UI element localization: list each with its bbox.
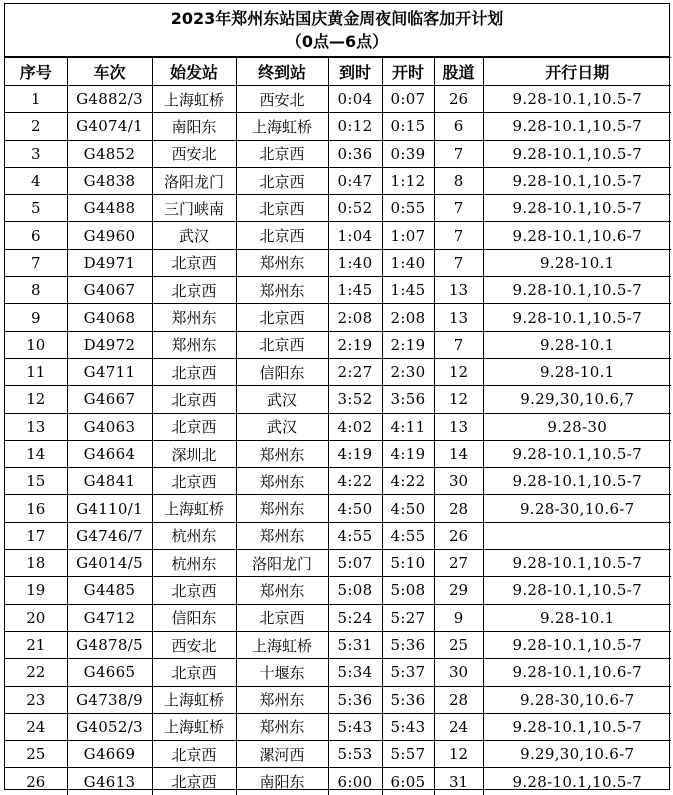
table-row — [5, 686, 671, 713]
cell-col-depart: 4:50 — [382, 495, 434, 522]
cell-col-destination: 郑州东 — [236, 686, 328, 713]
cell-col-depart: 2:08 — [382, 304, 434, 331]
header-col-dates: 开行日期 — [483, 58, 671, 86]
cell-col-arrive: 6:00 — [328, 768, 382, 795]
cell-col-destination: 南阳东 — [236, 768, 328, 795]
cell-col-arrive: 4:22 — [328, 468, 382, 495]
cell-col-arrive: 4:55 — [328, 522, 382, 549]
cell-col-dates: 9.28-30 — [483, 413, 671, 440]
cell-col-dates: 9.28-30,10.6-7 — [483, 686, 671, 713]
cell-col-destination: 北京西 — [236, 140, 328, 167]
cell-col-seq: 13 — [5, 413, 67, 440]
cell-col-track: 9 — [434, 604, 483, 631]
table-row — [5, 167, 671, 194]
table-row — [5, 604, 671, 631]
cell-col-origin: 西安北 — [152, 631, 236, 658]
cell-col-track: 28 — [434, 495, 483, 522]
cell-col-seq: 11 — [5, 358, 67, 385]
cell-col-train: D4971 — [67, 249, 152, 276]
cell-col-train: G4613 — [67, 768, 152, 795]
cell-col-train: G4841 — [67, 468, 152, 495]
cell-col-seq: 20 — [5, 604, 67, 631]
cell-col-destination: 漯河西 — [236, 741, 328, 768]
cell-col-seq: 25 — [5, 741, 67, 768]
cell-col-track: 8 — [434, 167, 483, 194]
cell-col-depart: 5:36 — [382, 686, 434, 713]
cell-col-seq: 21 — [5, 631, 67, 658]
cell-col-arrive: 5:53 — [328, 741, 382, 768]
cell-col-track: 13 — [434, 413, 483, 440]
cell-col-train: G4667 — [67, 386, 152, 413]
cell-col-seq: 14 — [5, 440, 67, 467]
cell-col-destination: 武汉 — [236, 386, 328, 413]
cell-col-dates: 9.28-10.1,10.5-7 — [483, 631, 671, 658]
cell-col-track: 6 — [434, 113, 483, 140]
cell-col-origin: 上海虹桥 — [152, 86, 236, 113]
cell-col-train: G4014/5 — [67, 550, 152, 577]
cell-col-track: 26 — [434, 522, 483, 549]
cell-col-dates: 9.28-10.1,10.6-7 — [483, 659, 671, 686]
cell-col-arrive: 2:19 — [328, 331, 382, 358]
cell-col-destination: 郑州东 — [236, 495, 328, 522]
cell-col-depart: 5:37 — [382, 659, 434, 686]
table-row — [5, 222, 671, 249]
cell-col-track: 13 — [434, 277, 483, 304]
cell-col-arrive: 4:19 — [328, 440, 382, 467]
cell-col-arrive: 5:36 — [328, 686, 382, 713]
cell-col-train: D4972 — [67, 331, 152, 358]
cell-col-arrive: 0:47 — [328, 167, 382, 194]
cell-col-train: G4711 — [67, 358, 152, 385]
table-row — [5, 304, 671, 331]
cell-col-train: G4738/9 — [67, 686, 152, 713]
cell-col-arrive: 4:50 — [328, 495, 382, 522]
cell-col-train: G4878/5 — [67, 631, 152, 658]
table-row — [5, 495, 671, 522]
cell-col-dates: 9.28-10.1,10.5-7 — [483, 277, 671, 304]
title-block — [5, 4, 669, 57]
cell-col-track: 7 — [434, 195, 483, 222]
cell-col-destination: 武汉 — [236, 413, 328, 440]
cell-col-depart: 1:07 — [382, 222, 434, 249]
page-subtitle: （0点—6点） — [285, 32, 389, 51]
cell-col-origin: 郑州东 — [152, 304, 236, 331]
cell-col-arrive: 4:02 — [328, 413, 382, 440]
cell-col-arrive: 5:08 — [328, 577, 382, 604]
cell-col-track: 27 — [434, 550, 483, 577]
table-body — [5, 86, 671, 795]
cell-col-depart: 4:19 — [382, 440, 434, 467]
cell-col-origin: 上海虹桥 — [152, 713, 236, 740]
table-row — [5, 768, 671, 795]
cell-col-track: 7 — [434, 331, 483, 358]
cell-col-track: 26 — [434, 86, 483, 113]
cell-col-track: 24 — [434, 713, 483, 740]
cell-col-origin: 北京西 — [152, 468, 236, 495]
cell-col-origin: 北京西 — [152, 277, 236, 304]
cell-col-origin: 西安北 — [152, 140, 236, 167]
cell-col-dates: 9.28-10.1,10.5-7 — [483, 468, 671, 495]
cell-col-track: 7 — [434, 222, 483, 249]
header-col-origin: 始发站 — [152, 58, 236, 86]
cell-col-dates: 9.28-10.1,10.5-7 — [483, 140, 671, 167]
cell-col-train: G4488 — [67, 195, 152, 222]
cell-col-train: G4712 — [67, 604, 152, 631]
cell-col-track: 30 — [434, 468, 483, 495]
cell-col-arrive: 0:52 — [328, 195, 382, 222]
cell-col-origin: 北京西 — [152, 577, 236, 604]
table-row — [5, 577, 671, 604]
cell-col-dates: 9.28-30,10.6-7 — [483, 495, 671, 522]
cell-col-origin: 洛阳龙门 — [152, 167, 236, 194]
cell-col-depart: 1:45 — [382, 277, 434, 304]
cell-col-seq: 2 — [5, 113, 67, 140]
cell-col-destination: 北京西 — [236, 304, 328, 331]
cell-col-track: 14 — [434, 440, 483, 467]
schedule-table — [5, 57, 671, 795]
cell-col-depart: 6:05 — [382, 768, 434, 795]
cell-col-train: G4067 — [67, 277, 152, 304]
cell-col-destination: 信阳东 — [236, 358, 328, 385]
cell-col-seq: 7 — [5, 249, 67, 276]
cell-col-train: G4882/3 — [67, 86, 152, 113]
cell-col-train: G4838 — [67, 167, 152, 194]
cell-col-track: 12 — [434, 386, 483, 413]
cell-col-dates — [483, 522, 671, 549]
cell-col-origin: 北京西 — [152, 413, 236, 440]
cell-col-arrive: 2:27 — [328, 358, 382, 385]
cell-col-track: 13 — [434, 304, 483, 331]
cell-col-origin: 北京西 — [152, 386, 236, 413]
cell-col-arrive: 1:40 — [328, 249, 382, 276]
cell-col-arrive: 5:07 — [328, 550, 382, 577]
cell-col-depart: 2:30 — [382, 358, 434, 385]
cell-col-train: G4665 — [67, 659, 152, 686]
cell-col-dates: 9.28-10.1,10.5-7 — [483, 713, 671, 740]
cell-col-seq: 26 — [5, 768, 67, 795]
cell-col-dates: 9.28-10.1 — [483, 331, 671, 358]
cell-col-origin: 北京西 — [152, 659, 236, 686]
cell-col-train: G4852 — [67, 140, 152, 167]
cell-col-destination: 郑州东 — [236, 713, 328, 740]
cell-col-origin: 北京西 — [152, 249, 236, 276]
cell-col-depart: 0:55 — [382, 195, 434, 222]
cell-col-origin: 信阳东 — [152, 604, 236, 631]
cell-col-track: 7 — [434, 249, 483, 276]
table-row — [5, 659, 671, 686]
cell-col-seq: 19 — [5, 577, 67, 604]
table-row — [5, 249, 671, 276]
cell-col-destination: 十堰东 — [236, 659, 328, 686]
cell-col-seq: 3 — [5, 140, 67, 167]
cell-col-train: G4074/1 — [67, 113, 152, 140]
cell-col-track: 7 — [434, 140, 483, 167]
cell-col-track: 12 — [434, 741, 483, 768]
header-col-depart: 开时 — [382, 58, 434, 86]
cell-col-seq: 12 — [5, 386, 67, 413]
cell-col-dates: 9.28-10.1,10.5-7 — [483, 86, 671, 113]
cell-col-destination: 洛阳龙门 — [236, 550, 328, 577]
cell-col-destination: 郑州东 — [236, 577, 328, 604]
cell-col-dates: 9.28-10.1,10.5-7 — [483, 768, 671, 795]
cell-col-destination: 郑州东 — [236, 249, 328, 276]
table-row — [5, 358, 671, 385]
cell-col-depart: 5:10 — [382, 550, 434, 577]
cell-col-destination: 上海虹桥 — [236, 631, 328, 658]
cell-col-train: G4485 — [67, 577, 152, 604]
cell-col-seq: 1 — [5, 86, 67, 113]
cell-col-depart: 0:39 — [382, 140, 434, 167]
cell-col-track: 12 — [434, 358, 483, 385]
cell-col-arrive: 2:08 — [328, 304, 382, 331]
cell-col-depart: 5:27 — [382, 604, 434, 631]
cell-col-arrive: 0:36 — [328, 140, 382, 167]
cell-col-destination: 郑州东 — [236, 522, 328, 549]
cell-col-origin: 上海虹桥 — [152, 495, 236, 522]
cell-col-arrive: 0:04 — [328, 86, 382, 113]
cell-col-depart: 4:55 — [382, 522, 434, 549]
cell-col-dates: 9.28-10.1,10.5-7 — [483, 304, 671, 331]
cell-col-track: 28 — [434, 686, 483, 713]
table-row — [5, 140, 671, 167]
table-row — [5, 195, 671, 222]
cell-col-dates: 9.28-10.1,10.5-7 — [483, 195, 671, 222]
cell-col-depart: 1:40 — [382, 249, 434, 276]
cell-col-arrive: 1:04 — [328, 222, 382, 249]
cell-col-origin: 杭州东 — [152, 522, 236, 549]
table-row — [5, 440, 671, 467]
cell-col-destination: 西安北 — [236, 86, 328, 113]
cell-col-dates: 9.28-10.1,10.5-7 — [483, 577, 671, 604]
cell-col-origin: 武汉 — [152, 222, 236, 249]
cell-col-destination: 北京西 — [236, 167, 328, 194]
cell-col-destination: 北京西 — [236, 604, 328, 631]
cell-col-train: G4052/3 — [67, 713, 152, 740]
cell-col-seq: 17 — [5, 522, 67, 549]
cell-col-depart: 2:19 — [382, 331, 434, 358]
cell-col-train: G4960 — [67, 222, 152, 249]
header-col-destination: 终到站 — [236, 58, 328, 86]
cell-col-seq: 22 — [5, 659, 67, 686]
cell-col-origin: 北京西 — [152, 358, 236, 385]
table-row — [5, 413, 671, 440]
cell-col-destination: 北京西 — [236, 222, 328, 249]
cell-col-seq: 16 — [5, 495, 67, 522]
cell-col-arrive: 5:43 — [328, 713, 382, 740]
table-row — [5, 741, 671, 768]
header-col-train: 车次 — [67, 58, 152, 86]
cell-col-destination: 郑州东 — [236, 440, 328, 467]
cell-col-destination: 北京西 — [236, 331, 328, 358]
cell-col-dates: 9.28-10.1,10.6-7 — [483, 222, 671, 249]
cell-col-dates: 9.28-10.1,10.5-7 — [483, 113, 671, 140]
cell-col-destination: 郑州东 — [236, 468, 328, 495]
table-row — [5, 86, 671, 113]
cell-col-train: G4746/7 — [67, 522, 152, 549]
cell-col-seq: 4 — [5, 167, 67, 194]
cell-col-depart: 4:22 — [382, 468, 434, 495]
cell-col-train: G4063 — [67, 413, 152, 440]
cell-col-origin: 杭州东 — [152, 550, 236, 577]
cell-col-dates: 9.28-10.1,10.5-7 — [483, 550, 671, 577]
cell-col-track: 31 — [434, 768, 483, 795]
cell-col-destination: 上海虹桥 — [236, 113, 328, 140]
cell-col-origin: 深圳北 — [152, 440, 236, 467]
cell-col-depart: 5:36 — [382, 631, 434, 658]
table-row — [5, 522, 671, 549]
table-row — [5, 386, 671, 413]
cell-col-dates: 9.28-10.1,10.5-7 — [483, 440, 671, 467]
cell-col-depart: 0:15 — [382, 113, 434, 140]
cell-col-depart: 5:08 — [382, 577, 434, 604]
cell-col-train: G4669 — [67, 741, 152, 768]
cell-col-track: 30 — [434, 659, 483, 686]
cell-col-seq: 15 — [5, 468, 67, 495]
cell-col-arrive: 0:12 — [328, 113, 382, 140]
cell-col-depart: 1:12 — [382, 167, 434, 194]
cell-col-depart: 3:56 — [382, 386, 434, 413]
cell-col-dates: 9.29,30,10.6,7 — [483, 386, 671, 413]
cell-col-arrive: 5:24 — [328, 604, 382, 631]
table-row — [5, 631, 671, 658]
cell-col-seq: 24 — [5, 713, 67, 740]
cell-col-train: G4068 — [67, 304, 152, 331]
table-header-row — [5, 58, 671, 86]
cell-col-seq: 10 — [5, 331, 67, 358]
cell-col-origin: 北京西 — [152, 768, 236, 795]
cell-col-arrive: 5:31 — [328, 631, 382, 658]
cell-col-track: 25 — [434, 631, 483, 658]
cell-col-dates: 9.29,30,10.6-7 — [483, 741, 671, 768]
cell-col-origin: 南阳东 — [152, 113, 236, 140]
cell-col-seq: 8 — [5, 277, 67, 304]
cell-col-seq: 6 — [5, 222, 67, 249]
cell-col-train: G4110/1 — [67, 495, 152, 522]
table-row — [5, 713, 671, 740]
table-row — [5, 468, 671, 495]
cell-col-depart: 4:11 — [382, 413, 434, 440]
cell-col-destination: 郑州东 — [236, 277, 328, 304]
schedule-sheet — [4, 3, 670, 790]
cell-col-origin: 上海虹桥 — [152, 686, 236, 713]
cell-col-depart: 5:57 — [382, 741, 434, 768]
cell-col-seq: 5 — [5, 195, 67, 222]
header-col-arrive: 到时 — [328, 58, 382, 86]
cell-col-origin: 三门峡南 — [152, 195, 236, 222]
cell-col-destination: 北京西 — [236, 195, 328, 222]
cell-col-dates: 9.28-10.1,10.5-7 — [483, 167, 671, 194]
table-row — [5, 550, 671, 577]
cell-col-dates: 9.28-10.1 — [483, 358, 671, 385]
page-title: 2023年郑州东站国庆黄金周夜间临客加开计划 — [170, 9, 504, 28]
cell-col-arrive: 3:52 — [328, 386, 382, 413]
header-col-track: 股道 — [434, 58, 483, 86]
cell-col-arrive: 5:34 — [328, 659, 382, 686]
cell-col-arrive: 1:45 — [328, 277, 382, 304]
table-row — [5, 113, 671, 140]
table-row — [5, 277, 671, 304]
cell-col-train: G4664 — [67, 440, 152, 467]
cell-col-seq: 9 — [5, 304, 67, 331]
cell-col-seq: 23 — [5, 686, 67, 713]
cell-col-depart: 5:43 — [382, 713, 434, 740]
cell-col-origin: 郑州东 — [152, 331, 236, 358]
header-col-seq: 序号 — [5, 58, 67, 86]
cell-col-track: 29 — [434, 577, 483, 604]
cell-col-dates: 9.28-10.1 — [483, 604, 671, 631]
table-row — [5, 331, 671, 358]
cell-col-dates: 9.28-10.1 — [483, 249, 671, 276]
cell-col-origin: 北京西 — [152, 741, 236, 768]
cell-col-depart: 0:07 — [382, 86, 434, 113]
cell-col-seq: 18 — [5, 550, 67, 577]
